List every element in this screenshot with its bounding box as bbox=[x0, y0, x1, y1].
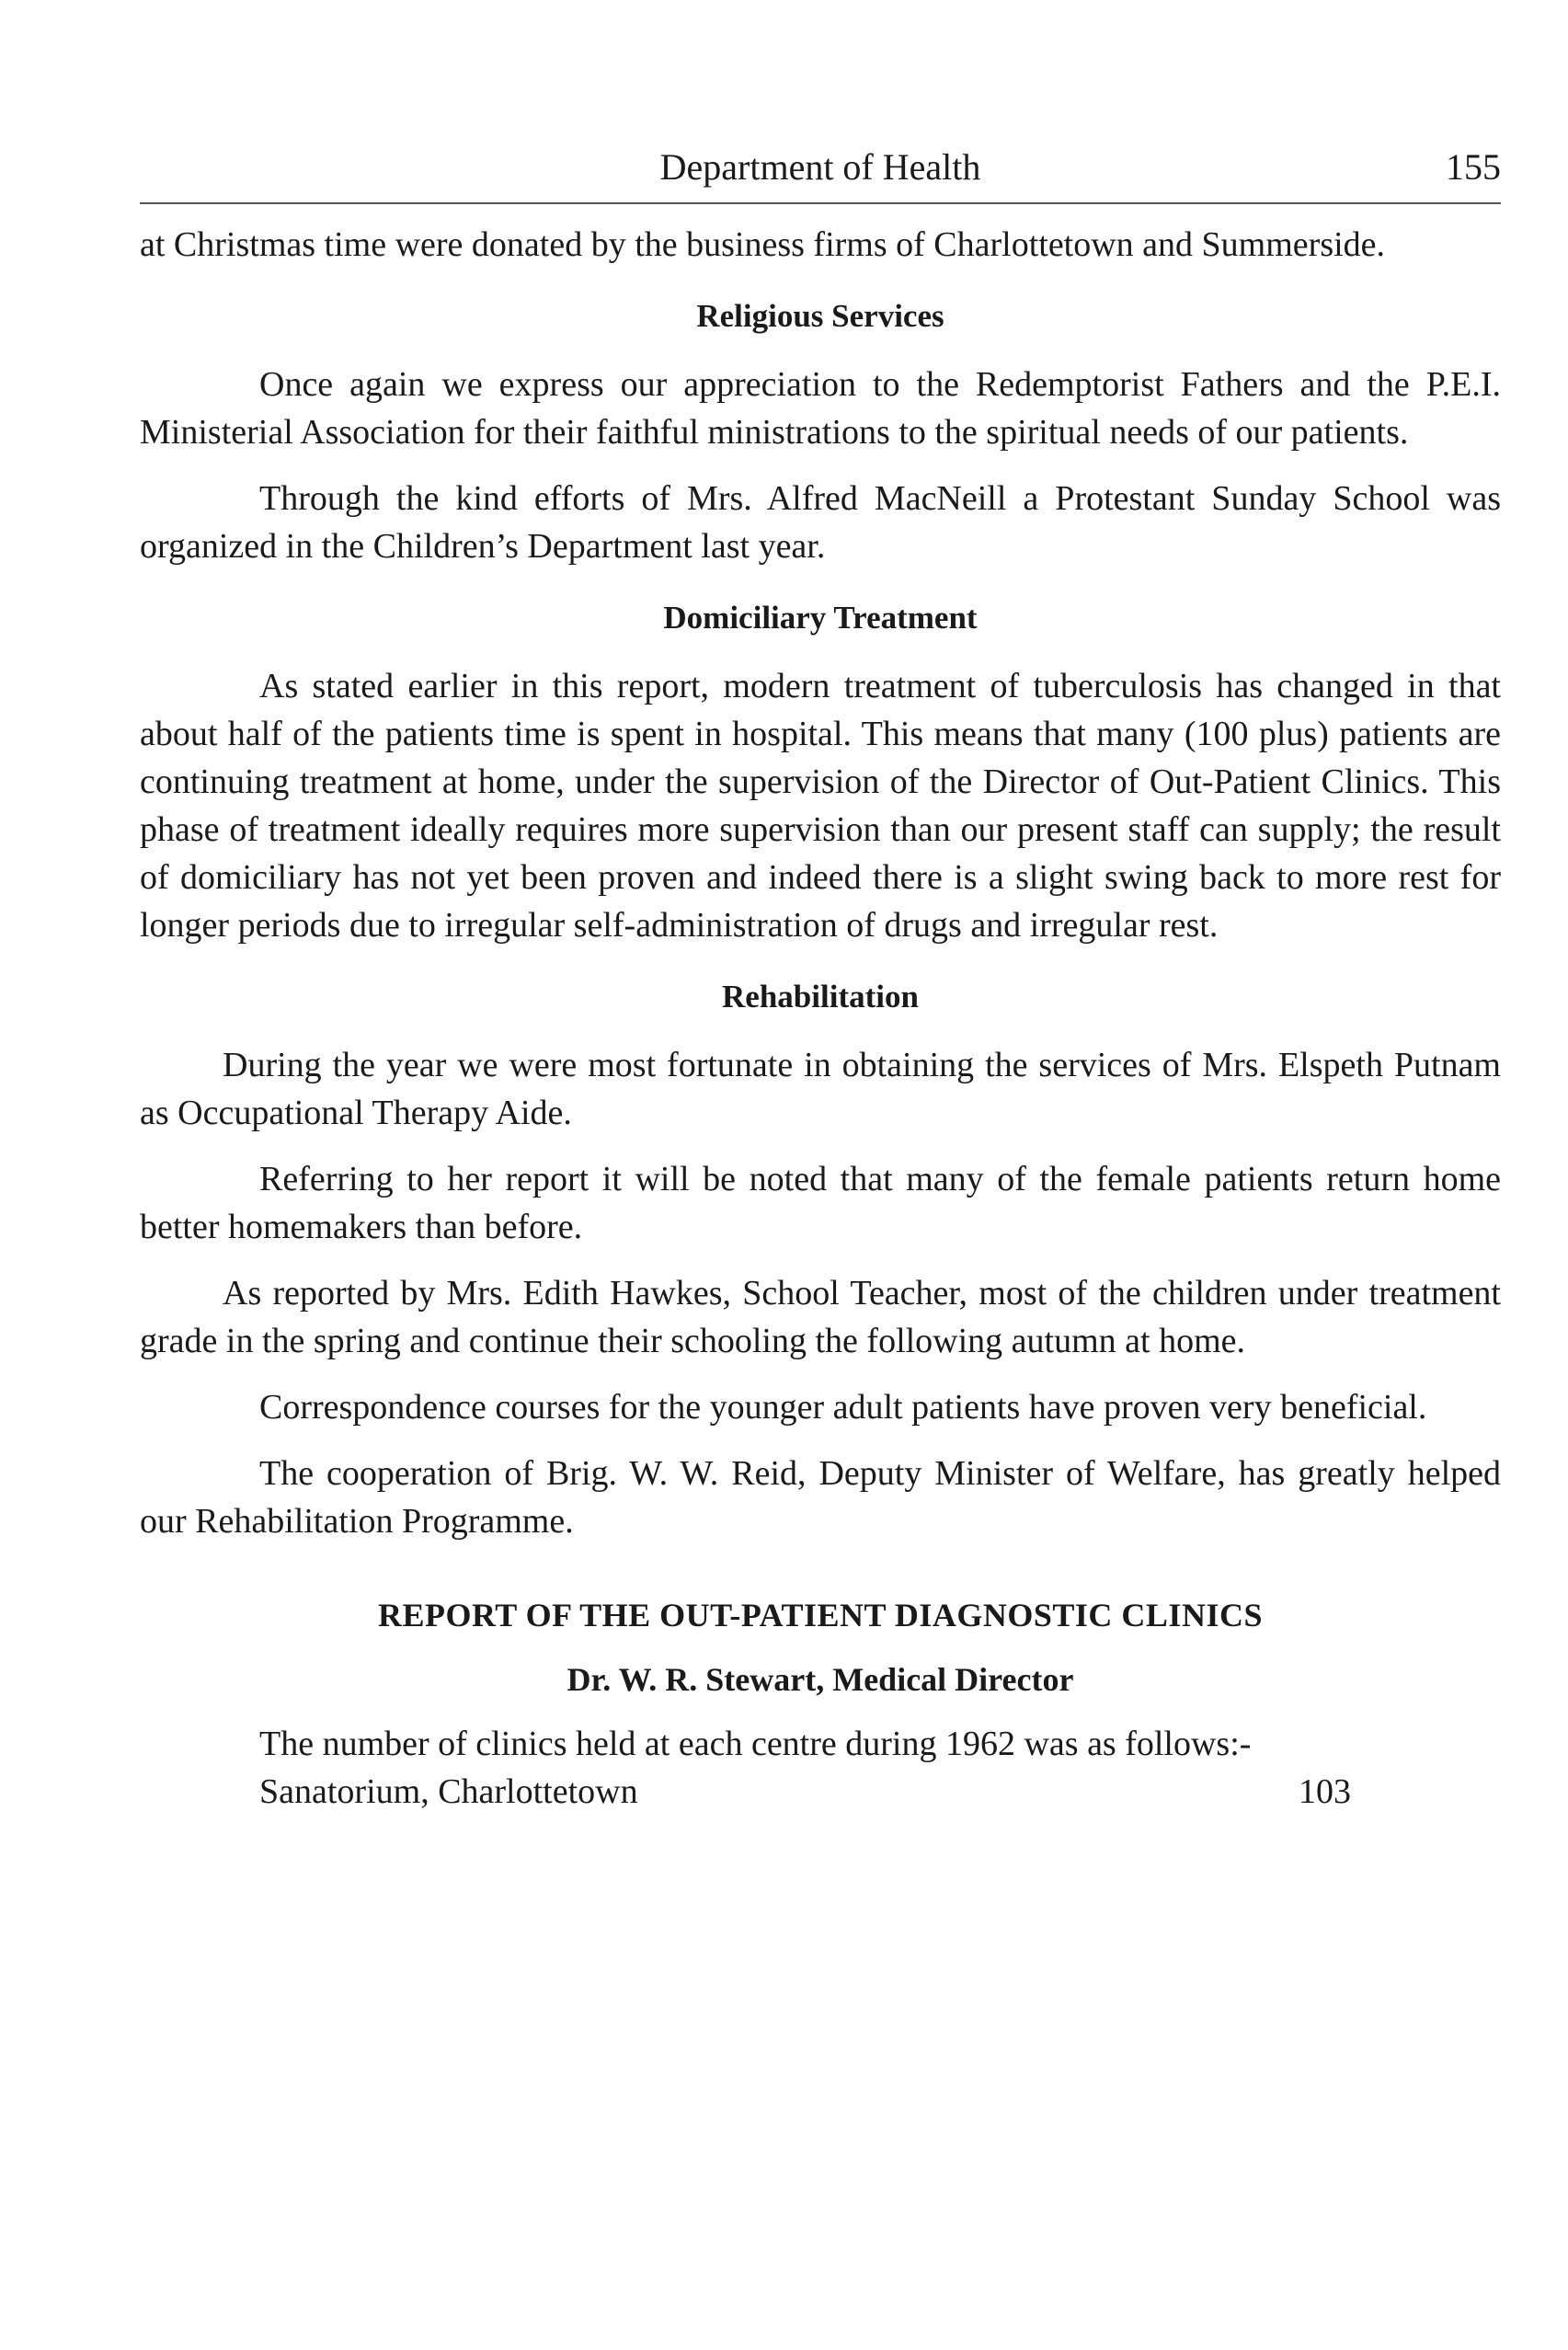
report-byline: Dr. W. R. Stewart, Medical Director bbox=[567, 1661, 1074, 1698]
rehabilitation-paragraph-4: Correspondence courses for the younger adult patients have proven very beneficial. bbox=[259, 1388, 1427, 1427]
intro-paragraph: at Christmas time were donated by the business firms of Charlottetown and Summerside. bbox=[140, 225, 1386, 264]
domiciliary-treatment-heading: Domiciliary Treatment bbox=[663, 600, 978, 636]
clinic-name: Sanatorium, Charlottetown bbox=[259, 1772, 638, 1811]
rehabilitation-heading: Rehabilitation bbox=[722, 979, 919, 1015]
rehabilitation-paragraph-3: As reported by Mrs. Edith Hawkes, School Teacher, most of the children under treatment grade in the spring and continue their schooling the following autumn at home. bbox=[140, 1274, 1501, 1360]
rehabilitation-paragraph-2: Referring to her report it will be noted that many of the female patients return home better homemakers than before. bbox=[140, 1160, 1501, 1246]
report-intro-paragraph: The number of clinics held at each centre during 1962 was as follows:- bbox=[259, 1725, 1252, 1763]
religious-services-heading: Religious Services bbox=[696, 298, 944, 334]
running-header bbox=[140, 138, 1501, 197]
header-rule bbox=[140, 202, 1501, 204]
clinic-count: 103 bbox=[1299, 1772, 1351, 1811]
document-page bbox=[140, 138, 1501, 1816]
rehabilitation-paragraph-1: During the year we were most fortunate in obtaining the services of Mrs. Elspeth Putnam as Occupational Therapy Aide. bbox=[140, 1046, 1501, 1132]
page-number: 155 bbox=[1446, 146, 1501, 188]
religious-services-paragraph-1: Once again we express our appreciation to the Redemptorist Fathers and the P.E.I. Ministerial Association for their faithful ministrations to the spiritual needs of our patients. bbox=[140, 365, 1501, 452]
report-title: REPORT OF THE OUT-PATIENT DIAGNOSTIC CLINICS bbox=[378, 1597, 1263, 1634]
religious-services-paragraph-2: Through the kind efforts of Mrs. Alfred MacNeill a Protestant Sunday School was organized in the Children’s Department last year. bbox=[140, 479, 1501, 566]
clinic-row bbox=[140, 1768, 1501, 1816]
header-title: Department of Health bbox=[659, 146, 981, 188]
rehabilitation-paragraph-5: The cooperation of Brig. W. W. Reid, Deputy Minister of Welfare, has greatly helped our Rehabilitation Programme. bbox=[140, 1454, 1501, 1541]
domiciliary-treatment-paragraph: As stated earlier in this report, modern treatment of tuberculosis has changed in that about half of the patients time is spent in hospital. This means that many (100 plus) patients are continuing treatment at home, under the supervision of the Director of Out-Patient Clinics. This phase of treatment ideally requires more supervision than our present staff can supply; the result of domiciliary has not yet been proven and indeed there is a slight swing back to more rest for longer periods due to irregular self-administration of drugs and irregular rest. bbox=[140, 667, 1501, 945]
